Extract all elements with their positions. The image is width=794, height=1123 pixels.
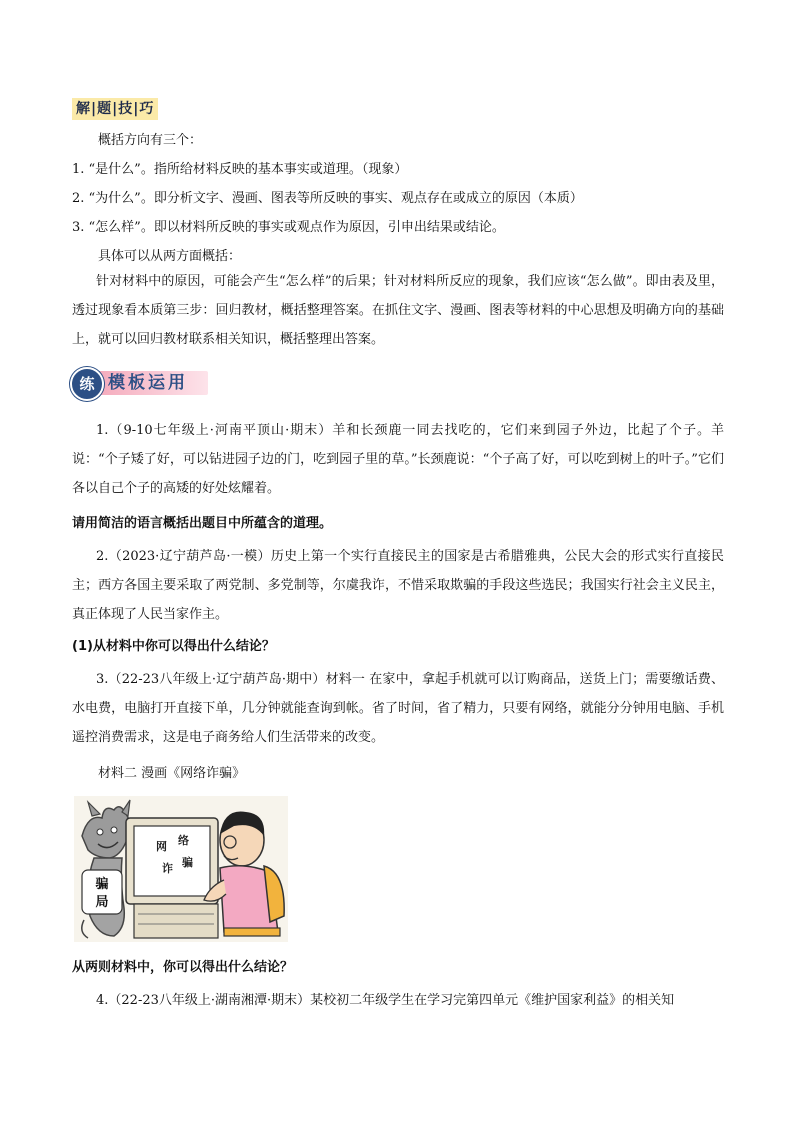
- tip-item-2: 2. “为什么”。即分析文字、漫画、图表等所反映的事实、观点存在或成立的原因（本质）: [72, 191, 583, 206]
- question-1-prompt: 请用简洁的语言概括出题目中所蕴含的道理。: [72, 516, 333, 531]
- comic-screen-2: 络: [178, 834, 189, 847]
- question-3-text: 3.（22-23八年级上·辽宁葫芦岛·期中）材料一 在家中，拿起手机就可以订购商品，送货上门；需要缴话费、水电费，电脑打开直接下单，几分钟就能查询到帐。省了时间，省了精力，只要有网络，就能分分钟用电脑、手机遥控消费需求，这是电子商务给人们生活带来的改变。: [72, 672, 724, 745]
- tip-lead: 具体可以从两方面概括：: [98, 249, 242, 264]
- section-banner: [70, 367, 210, 397]
- comic-screen-1: 网: [156, 840, 167, 853]
- section-title: 模板运用: [108, 373, 188, 393]
- tip-paragraph: 针对材料中的原因，可能会产生“怎么样”的后果；针对材料所反应的现象，我们应该“怎么做”。即由表及里，透过现象看本质第三步：回归教材，概括整理答案。在抓住文字、漫画、图表等材料的中心思想及明确方向的基础上，就可以回归教材联系相关知识，概括整理出答案。: [72, 274, 724, 347]
- comic-label-1: 骗: [95, 877, 109, 892]
- tip-title: 解|题|技|巧: [72, 98, 158, 120]
- question-1-text: 1.（9-10七年级上·河南平顶山·期末）羊和长颈鹿一同去找吃的，它们来到园子外边，比起了个子。羊说：“个子矮了好，可以钻进园子边的门，吃到园子里的草。”长颈鹿说：“个子高了好，可以吃到树上的叶子。”它们各以自己个子的高矮的好处炫耀着。: [72, 423, 724, 496]
- comic-network-fraud: [74, 796, 288, 942]
- comic-screen-4: 骗: [182, 856, 193, 869]
- question-4-text: 4.（22-23八年级上·湖南湘潭·期末）某校初二年级学生在学习完第四单元《维护国家利益》的相关知: [96, 993, 675, 1008]
- comic-screen-3: 诈: [162, 862, 173, 875]
- question-2-text: 2.（2023·辽宁葫芦岛·一模）历史上第一个实行直接民主的国家是古希腊雅典，公民大会的形式实行直接民主；西方各国主要采取了两党制、多党制等，尔虞我诈，不惜采取欺骗的手段这些选民；我国实行社会主义民主，真正体现了人民当家作主。: [72, 549, 724, 622]
- tip-intro: 概括方向有三个：: [98, 133, 203, 148]
- question-3-material2: 材料二 漫画《网络诈骗》: [98, 766, 246, 781]
- question-3-prompt: 从两则材料中，你可以得出什么结论？: [72, 960, 294, 975]
- tip-item-1: 1. “是什么”。指所给材料反映的基本事实或道理。（现象）: [72, 162, 408, 177]
- tip-item-3: 3. “怎么样”。即以材料所反映的事实或观点作为原因，引申出结果或结论。: [72, 220, 505, 235]
- practice-icon: 练: [70, 367, 104, 401]
- question-2-prompt: (1)从材料中你可以得出什么结论？: [72, 639, 275, 654]
- comic-label-2: 局: [95, 895, 109, 910]
